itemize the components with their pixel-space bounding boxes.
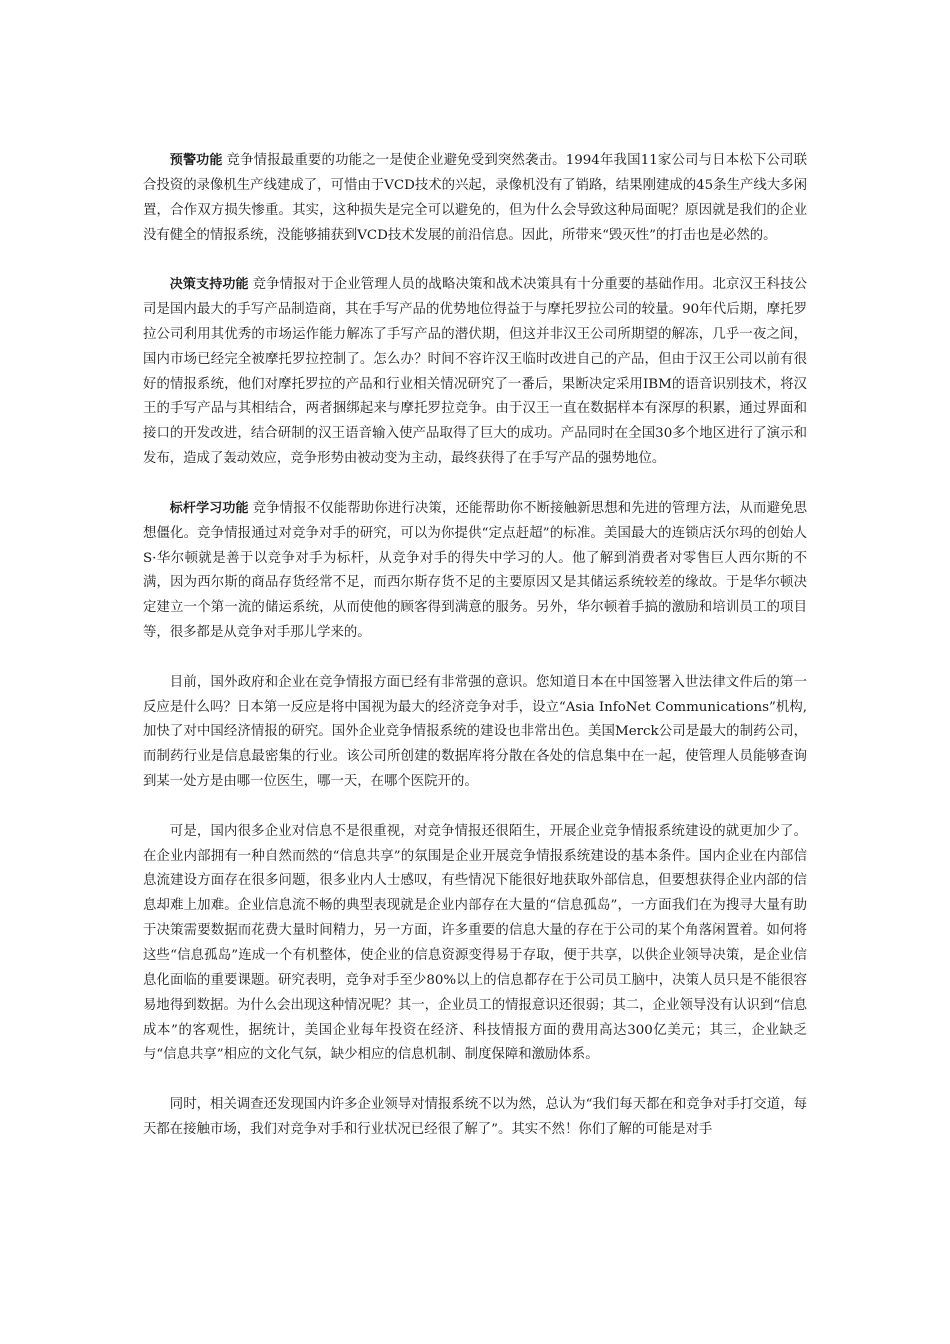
- paragraph-foreign-awareness: [143, 671, 807, 795]
- paragraph-heading: 决策支持功能: [169, 277, 249, 293]
- paragraph-text: 竞争情报不仅能帮助你进行决策，还能帮助你不断接触新思想和先进的管理方法，从而避免思想僵化。竞争情报通过对竞争对手的研究，可以为你提供“定点赶超”的标准。美国最大的连锁店沃尔玛的创始人S·华尔顿就是善于以竞争对手为标杆，从竞争对手的得失中学习的人。他了解到消费者对零售巨人西尔斯的不满，因为西尔斯的商品存货经常不足，而西尔斯存货不足的主要原因又是其储运系统较差的缘故。于是华尔顿决定建立一个第一流的储运系统，从而使他的顾客得到满意的服务。另外，华尔顿着手搞的激励和培训员工的项目等，很多都是从竞争对手那儿学来的。: [143, 500, 807, 641]
- paragraph-heading: 标杆学习功能: [169, 500, 249, 516]
- paragraph-text: 可是，国内很多企业对信息不是很重视，对竞争情报还很陌生，开展企业竞争情报系统建设的就更加少了。在企业内部拥有一种自然而然的“信息共享”的氛围是企业开展竞争情报系统建设的基本条件。国内企业在内部信息流建设方面存在很多问题，很多业内人士感叹，有些情况下能很好地获取外部信息，但要想获得企业内部的信息却难上加难。企业信息流不畅的典型表现就是企业内部存在大量的“信息孤岛”，一方面我们在为搜寻大量有助于决策需要数据而花费大量时间精力，另一方面，许多重要的信息大量的存在于公司的某个角落闲置着。如何将这些“信息孤岛”连成一个有机整体，使企业的信息资源变得易于存取，便于共享，以供企业领导决策，是企业信息化面临的重要课题。研究表明，竞争对手至少80%以上的信息都存在于公司员工脑中，决策人员只是不能很容易地得到数据。为什么会出现这种情况呢？其一，企业员工的情报意识还很弱；其二，企业领导没有认识到“信息成本”的客观性，据统计，美国企业每年投资在经济、科技情报方面的费用高达300亿美元；其三，企业缺乏与“信息共享”相应的文化气氛，缺少相应的信息机制、制度保障和激励体系。: [143, 823, 807, 1063]
- paragraph-text: 同时，相关调查还发现国内许多企业领导对情报系统不以为然，总认为“我们每天都在和竞争对手打交道，每天都在接触市场，我们对竞争对手和行业状况已经很了解了”。其实不然！你们了解的可能是对手: [143, 1097, 807, 1137]
- paragraph-text: 竞争情报最重要的功能之一是使企业避免受到突然袭击。1994年我国11家公司与日本松下公司联合投资的录像机生产线建成了，可惜由于VCD技术的兴起，录像机没有了销路，结果刚建成的45条生产线大多闲置，合作双方损失惨重。其实，这种损失是完全可以避免的，但为什么会导致这种局面呢？原因就是我们的企业没有健全的情报系统，没能够捕获到VCD技术发展的前沿信息。因此，所带来“毁灭性”的打击也是必然的。: [143, 153, 807, 243]
- document-body: [143, 149, 807, 1168]
- paragraph-survey: [143, 1093, 807, 1143]
- paragraph-early-warning: [143, 149, 807, 248]
- paragraph-text: 竞争情报对于企业管理人员的战略决策和战术决策具有十分重要的基础作用。北京汉王科技公司是国内最大的手写产品制造商，其在手写产品的优势地位得益于与摩托罗拉公司的较量。90年代后期，摩托罗拉公司利用其优秀的市场运作能力解冻了手写产品的潜伏期，但这并非汉王公司所期望的解冻，几乎一夜之间，国内市场已经完全被摩托罗拉控制了。怎么办？时间不容许汉王临时改进自己的产品，但由于汉王公司以前有很好的情报系统，他们对摩托罗拉的产品和行业相关情况研究了一番后，果断决定采用IBM的语音识别技术，将汉王的手写产品与其相结合，两者捆绑起来与摩托罗拉竞争。由于汉王一直在数据样本有深厚的积累，通过界面和接口的开发改进，结合研制的汉王语音输入使产品取得了巨大的成功。产品同时在全国30多个地区进行了演示和发布，造成了轰动效应，竞争形势由被动变为主动，最终获得了在手写产品的强势地位。: [143, 277, 807, 467]
- paragraph-domestic-problems: [143, 820, 807, 1068]
- paragraph-benchmarking: [143, 497, 807, 646]
- paragraph-heading: 预警功能: [169, 153, 223, 168]
- paragraph-decision-support: [143, 273, 807, 472]
- paragraph-text: 目前，国外政府和企业在竞争情报方面已经有非常强的意识。您知道日本在中国签署入世法律文件后的第一反应是什么吗？日本第一反应是将中国视为最大的经济竞争对手，设立“Asia InfoNet Communications”机构,加快了对中国经济情报的研究。国外企业竞争情报系统的建设也非常出色。美国Merck公司是最大的制药公司，而制药行业是信息最密集的行业。该公司所创建的数据库将分散在各处的信息集中在一起，使管理人员能够查询到某一处方是由哪一位医生，哪一天，在哪个医院开的。: [143, 674, 807, 790]
